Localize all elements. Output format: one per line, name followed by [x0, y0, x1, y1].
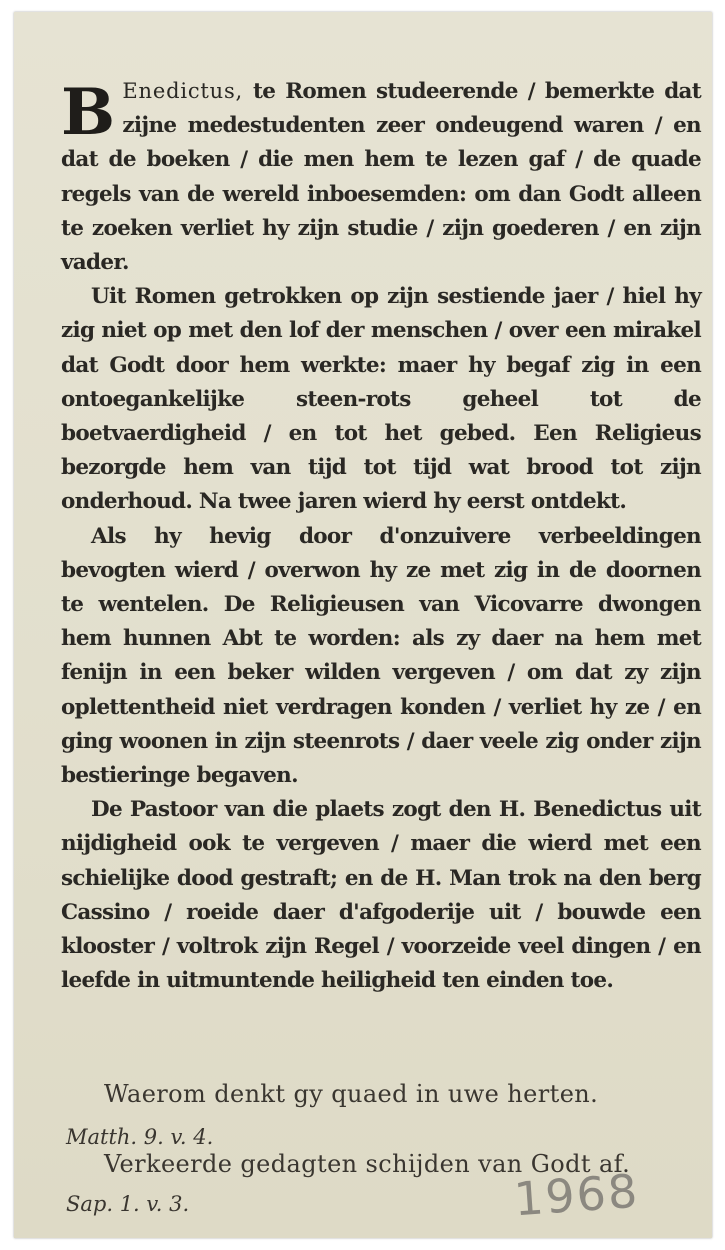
paragraph-1	[61, 74, 701, 280]
paragraph-3: Als hy hevig door d'onzuivere verbeeldingen bevogten wierd / overwon hy ze met zig in de doornen te wentelen. De Religieusen van Vicovarre dwongen hem hunnen Abt te worden: als zy daer na hem met fenijn in een beker wilden vergeven / om dat zy zijn oplettentheid niet verdragen konden / verliet hy ze / en ging woonen in zijn steenrots / daer veele zig onder zijn bestieringe begaven.	[61, 523, 701, 789]
handwritten-shelfmark: 1968	[512, 1163, 641, 1227]
scripture-reference-1: Matth. 9. v. 4.	[66, 1125, 214, 1149]
first-word-rest: Enedictus,	[122, 79, 244, 103]
scripture-reference-2: Sap. 1. v. 3.	[66, 1192, 190, 1216]
drop-cap: B	[61, 75, 115, 150]
paper-sheet	[14, 12, 712, 1238]
scripture-quote-1: Waerom denkt gy quaed in uwe herten.	[104, 1080, 599, 1108]
body-text	[61, 74, 701, 998]
scripture-quote-2: Verkeerde gedagten schijden van Godt af.	[104, 1150, 631, 1178]
paragraph-1-text: te Romen studeerende / bemerkte dat zijne medestudenten zeer ondeugend waren / en dat de boeken / die men hem te lezen gaf / de quade regels van de wereld inboesemden: om dan Godt alleen te zoeken verliet hy zijn studie / zijn goederen / en zijn vader.	[61, 79, 701, 276]
paragraph-2: Uit Romen getrokken op zijn sestiende jaer / hiel hy zig niet op met den lof der menschen / over een mirakel dat Godt door hem werkte: maer hy begaf zig in een ontoegankelijke steen-rots geheel tot de boetvaerdigheid / en tot het gebed. Een Religieus bezorgde hem van tijd tot tijd wat brood tot zijn onderhoud. Na twee jaren wierd hy eerst ontdekt.	[61, 284, 701, 515]
paragraph-4: De Pastoor van die plaets zogt den H. Benedictus uit nijdigheid ook te vergeven / maer die wierd met een schielijke dood gestraft; en de H. Man trok na den berg Cassino / roeide daer d'afgoderije uit / bouwde een klooster / voltrok zijn Regel / voorzeide veel dingen / en leefde in uitmuntende heiligheid ten einden toe.	[61, 797, 701, 994]
